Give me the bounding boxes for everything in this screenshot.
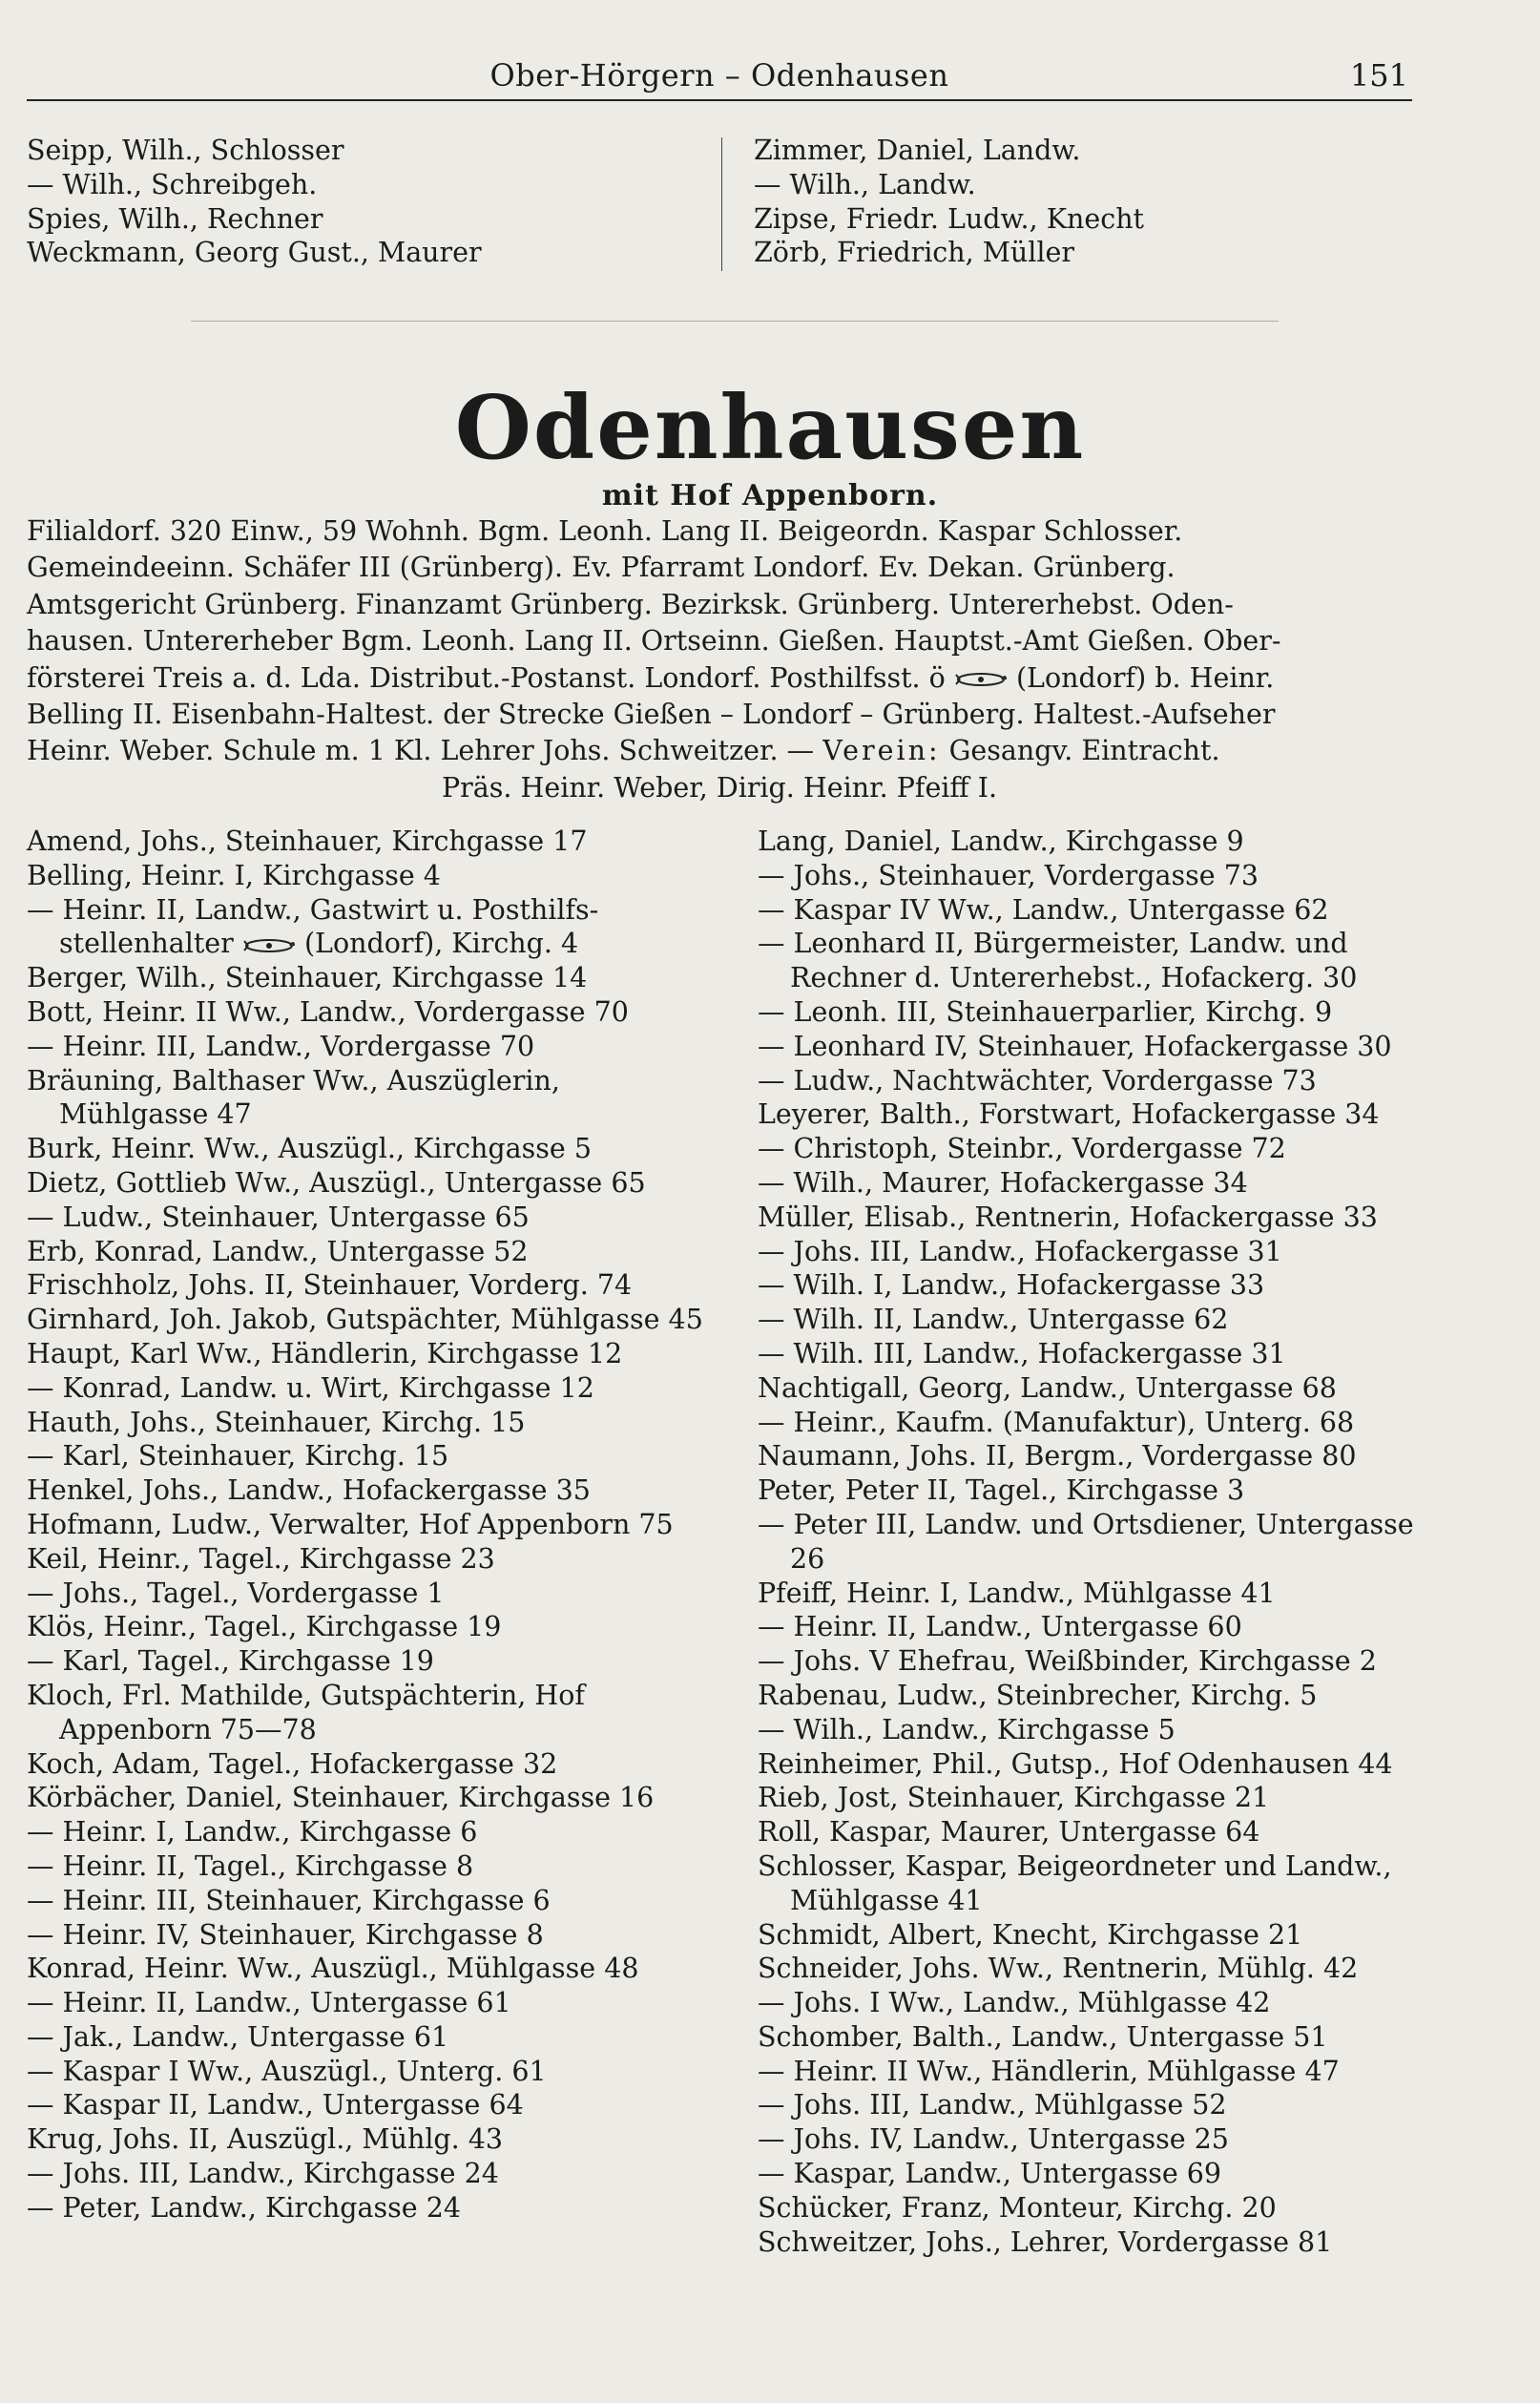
list-item: — Karl, Steinhauer, Kirchg. 15 bbox=[27, 1440, 449, 1473]
list-item: Konrad, Heinr. Ww., Auszügl., Mühlgasse 48 bbox=[27, 1953, 639, 1985]
list-item: Klös, Heinr., Tagel., Kirchgasse 19 bbox=[27, 1611, 502, 1643]
info-line: Belling II. Eisenbahn-Haltest. der Strecke Gießen – Londorf – Grünberg. Haltest.-Aufseher bbox=[27, 699, 1276, 731]
town-name: Odenhausen bbox=[454, 376, 1086, 479]
list-item: — Ludw., Steinhauer, Untergasse 65 bbox=[27, 1201, 530, 1233]
list-item: Rieb, Jost, Steinhauer, Kirchgasse 21 bbox=[758, 1782, 1270, 1814]
list-item: Schücker, Franz, Monteur, Kirchg. 20 bbox=[758, 2191, 1277, 2224]
list-item: Hauth, Johs., Steinhauer, Kirchg. 15 bbox=[27, 1406, 526, 1438]
previous-town-entries-right bbox=[754, 134, 1412, 270]
list-item: — Wilh., Landw. bbox=[754, 168, 976, 200]
list-item: — Johs. I Ww., Landw., Mühlgasse 42 bbox=[758, 1987, 1271, 2019]
resident-list-right bbox=[758, 825, 1426, 2259]
column-divider bbox=[721, 137, 722, 271]
town-subtitle: mit Hof Appenborn. bbox=[601, 479, 939, 512]
list-item: Nachtigall, Georg, Landw., Untergasse 68 bbox=[758, 1371, 1337, 1404]
list-item: — Kaspar IV Ww., Landw., Untergasse 62 bbox=[758, 893, 1329, 926]
list-item: — Leonhard IV, Steinhauer, Hofackergasse 30 bbox=[758, 1030, 1392, 1062]
info-line: Präs. Heinr. Weber, Dirig. Heinr. Pfeiff I. bbox=[441, 771, 998, 804]
list-item: — Heinr. II, Landw., Untergasse 60 bbox=[758, 1611, 1242, 1643]
entry-text: (Londorf), Kirchg. 4 bbox=[303, 928, 579, 960]
list-item: Naumann, Johs. II, Bergm., Vordergasse 80 bbox=[758, 1440, 1357, 1473]
posthorn-icon bbox=[954, 671, 1008, 688]
list-item: — Kaspar II, Landw., Untergasse 64 bbox=[27, 2089, 524, 2121]
list-item: Weckmann, Georg Gust., Maurer bbox=[27, 237, 482, 269]
list-item: Koch, Adam, Tagel., Hofackergasse 32 bbox=[27, 1747, 558, 1780]
list-item: — Wilh., Schreibgeh. bbox=[27, 168, 318, 200]
list-item: — Heinr. IV, Steinhauer, Kirchgasse 8 bbox=[27, 1918, 544, 1951]
list-item: — Jak., Landw., Untergasse 61 bbox=[27, 2020, 449, 2053]
list-item: Peter, Peter II, Tagel., Kirchgasse 3 bbox=[758, 1474, 1245, 1507]
list-item: — Johs. IV, Landw., Untergasse 25 bbox=[758, 2123, 1229, 2156]
info-line: Filialdorf. 320 Einw., 59 Wohnh. Bgm. Leonh. Lang II. Beigeordn. Kaspar Schlosser. bbox=[27, 515, 1183, 547]
info-text: Gesangv. Eintracht. bbox=[948, 735, 1220, 767]
town-info-paragraph bbox=[27, 513, 1412, 806]
list-item: — Heinr., Kaufm. (Manufaktur), Unterg. 68 bbox=[758, 1406, 1355, 1438]
list-item: — Karl, Tagel., Kirchgasse 19 bbox=[27, 1645, 434, 1678]
list-item: — Johs. III, Landw., Mühlgasse 52 bbox=[758, 2089, 1227, 2121]
list-item: — Peter III, Landw. und Ortsdiener, Untergasse 26 bbox=[758, 1508, 1414, 1575]
list-item: — Heinr. II, Tagel., Kirchgasse 8 bbox=[27, 1849, 474, 1882]
info-text: Heinr. Weber. Schule m. 1 Kl. Lehrer Johs. Schweitzer. — bbox=[27, 735, 815, 767]
list-item: Haupt, Karl Ww., Händlerin, Kirchgasse 12 bbox=[27, 1337, 623, 1369]
list-item: — Johs., Tagel., Vordergasse 1 bbox=[27, 1577, 445, 1609]
info-line bbox=[27, 733, 1412, 769]
list-item: — Kaspar, Landw., Untergasse 69 bbox=[758, 2158, 1222, 2190]
list-item: — Heinr. III, Steinhauer, Kirchgasse 6 bbox=[27, 1884, 551, 1916]
page-number: 151 bbox=[1349, 57, 1408, 94]
list-item: Schneider, Johs. Ww., Rentnerin, Mühlg. 42 bbox=[758, 1953, 1359, 1985]
list-item: — Wilh., Maurer, Hofackergasse 34 bbox=[758, 1166, 1248, 1199]
list-item: Berger, Wilh., Steinhauer, Kirchgasse 14 bbox=[27, 962, 588, 994]
list-item: Pfeiff, Heinr. I, Landw., Mühlgasse 41 bbox=[758, 1577, 1276, 1609]
list-item: Schweitzer, Johs., Lehrer, Vordergasse 81 bbox=[758, 2225, 1333, 2258]
list-item: — Heinr. II Ww., Händlerin, Mühlgasse 47 bbox=[758, 2055, 1340, 2087]
town-heading bbox=[0, 376, 1540, 512]
list-item: — Johs. III, Landw., Hofackergasse 31 bbox=[758, 1235, 1282, 1267]
list-item: Seipp, Wilh., Schlosser bbox=[27, 135, 344, 166]
page-header bbox=[27, 53, 1412, 101]
list-item: Frischholz, Johs. II, Steinhauer, Vorderg. 74 bbox=[27, 1269, 633, 1302]
list-item: Reinheimer, Phil., Gutsp., Hof Odenhausen 44 bbox=[758, 1747, 1393, 1780]
list-item: Henkel, Johs., Landw., Hofackergasse 35 bbox=[27, 1474, 591, 1507]
list-item: — Johs. V Ehefrau, Weißbinder, Kirchgasse 2 bbox=[758, 1645, 1377, 1678]
list-item: Schmidt, Albert, Knecht, Kirchgasse 21 bbox=[758, 1918, 1303, 1951]
previous-town-entries-left bbox=[27, 134, 695, 270]
info-text: (Londorf) b. Heinr. bbox=[1015, 661, 1275, 694]
list-item: Bräuning, Balthaser Ww., Auszüglerin, Mühlgasse 47 bbox=[27, 1064, 560, 1131]
list-item: Körbächer, Daniel, Steinhauer, Kirchgasse 16 bbox=[27, 1782, 655, 1814]
list-item: — Johs. III, Landw., Kirchgasse 24 bbox=[27, 2158, 499, 2190]
list-item: — Konrad, Landw. u. Wirt, Kirchgasse 12 bbox=[27, 1371, 594, 1404]
list-item: Hofmann, Ludw., Verwalter, Hof Appenborn 75 bbox=[27, 1508, 674, 1540]
posthorn-icon bbox=[242, 937, 296, 954]
list-item: Girnhard, Joh. Jakob, Gutspächter, Mühlgasse 45 bbox=[27, 1304, 703, 1336]
list-item bbox=[27, 927, 714, 961]
list-item: Erb, Konrad, Landw., Untergasse 52 bbox=[27, 1235, 529, 1267]
info-line: Amtsgericht Grünberg. Finanzamt Grünberg. Bezirksk. Grünberg. Untererhebst. Oden- bbox=[27, 588, 1234, 620]
list-item: — Johs., Steinhauer, Vordergasse 73 bbox=[758, 859, 1259, 891]
section-divider bbox=[191, 321, 1279, 322]
list-item: Leyerer, Balth., Forstwart, Hofackergasse 34 bbox=[758, 1098, 1380, 1131]
running-title: Ober-Hörgern – Odenhausen bbox=[489, 57, 949, 94]
info-text: försterei Treis a. d. Lda. Distribut.-Postanst. Londorf. Posthilfsst. ö bbox=[27, 661, 946, 694]
list-item: Dietz, Gottlieb Ww., Auszügl., Untergasse 65 bbox=[27, 1166, 646, 1199]
list-item: — Heinr. II, Landw., Untergasse 61 bbox=[27, 1987, 511, 2019]
list-item: Schomber, Balth., Landw., Untergasse 51 bbox=[758, 2020, 1328, 2053]
list-item: Roll, Kaspar, Maurer, Untergasse 64 bbox=[758, 1816, 1260, 1849]
list-item: — Wilh. III, Landw., Hofackergasse 31 bbox=[758, 1337, 1286, 1369]
list-item: Keil, Heinr., Tagel., Kirchgasse 23 bbox=[27, 1542, 495, 1575]
list-item: — Christoph, Steinbr., Vordergasse 72 bbox=[758, 1133, 1286, 1165]
info-line bbox=[27, 660, 1412, 697]
list-item: — Leonh. III, Steinhauerparlier, Kirchg. 9 bbox=[758, 995, 1333, 1028]
list-item: Lang, Daniel, Landw., Kirchgasse 9 bbox=[758, 825, 1244, 857]
list-item: — Wilh. I, Landw., Hofackergasse 33 bbox=[758, 1269, 1265, 1302]
info-line: hausen. Untererheber Bgm. Leonh. Lang II. Ortseinn. Gießen. Hauptst.-Amt Gießen. Ober- bbox=[27, 625, 1281, 658]
list-item: Zörb, Friedrich, Müller bbox=[754, 237, 1075, 269]
info-text-spaced: Verein: bbox=[822, 735, 941, 767]
list-item: Bott, Heinr. II Ww., Landw., Vordergasse 70 bbox=[27, 995, 629, 1028]
list-item: — Heinr. III, Landw., Vordergasse 70 bbox=[27, 1030, 535, 1062]
list-item: Kloch, Frl. Mathilde, Gutspächterin, Hof Appenborn 75—78 bbox=[27, 1679, 585, 1745]
info-line: Gemeindeeinn. Schäfer III (Grünberg). Ev. Pfarramt Londorf. Ev. Dekan. Grünberg. bbox=[27, 552, 1176, 584]
list-item: Zipse, Friedr. Ludw., Knecht bbox=[754, 202, 1145, 235]
entry-text: stellenhalter bbox=[59, 928, 234, 960]
list-item: Schlosser, Kaspar, Beigeordneter und Landw., Mühlgasse 41 bbox=[758, 1849, 1392, 1916]
list-item: Belling, Heinr. I, Kirchgasse 4 bbox=[27, 859, 441, 891]
list-item: — Heinr. II, Landw., Gastwirt u. Posthilfs- bbox=[27, 893, 599, 926]
list-item: Amend, Johs., Steinhauer, Kirchgasse 17 bbox=[27, 825, 588, 857]
list-item: — Kaspar I Ww., Auszügl., Unterg. 61 bbox=[27, 2055, 547, 2087]
list-item: Krug, Johs. II, Auszügl., Mühlg. 43 bbox=[27, 2123, 504, 2156]
resident-list-left bbox=[27, 825, 714, 2225]
list-item: Müller, Elisab., Rentnerin, Hofackergasse 33 bbox=[758, 1201, 1378, 1233]
list-item: — Heinr. I, Landw., Kirchgasse 6 bbox=[27, 1816, 478, 1849]
list-item: — Leonhard II, Bürgermeister, Landw. und Rechner d. Untererhebst., Hofackerg. 30 bbox=[758, 928, 1358, 994]
list-item: Burk, Heinr. Ww., Auszügl., Kirchgasse 5 bbox=[27, 1133, 592, 1165]
list-item: Zimmer, Daniel, Landw. bbox=[754, 135, 1081, 166]
list-item: Spies, Wilh., Rechner bbox=[27, 202, 323, 235]
list-item: — Wilh., Landw., Kirchgasse 5 bbox=[758, 1713, 1176, 1745]
list-item: — Ludw., Nachtwächter, Vordergasse 73 bbox=[758, 1064, 1317, 1097]
list-item: — Wilh. II, Landw., Untergasse 62 bbox=[758, 1304, 1229, 1336]
list-item: Rabenau, Ludw., Steinbrecher, Kirchg. 5 bbox=[758, 1679, 1318, 1711]
list-item: — Peter, Landw., Kirchgasse 24 bbox=[27, 2191, 461, 2224]
